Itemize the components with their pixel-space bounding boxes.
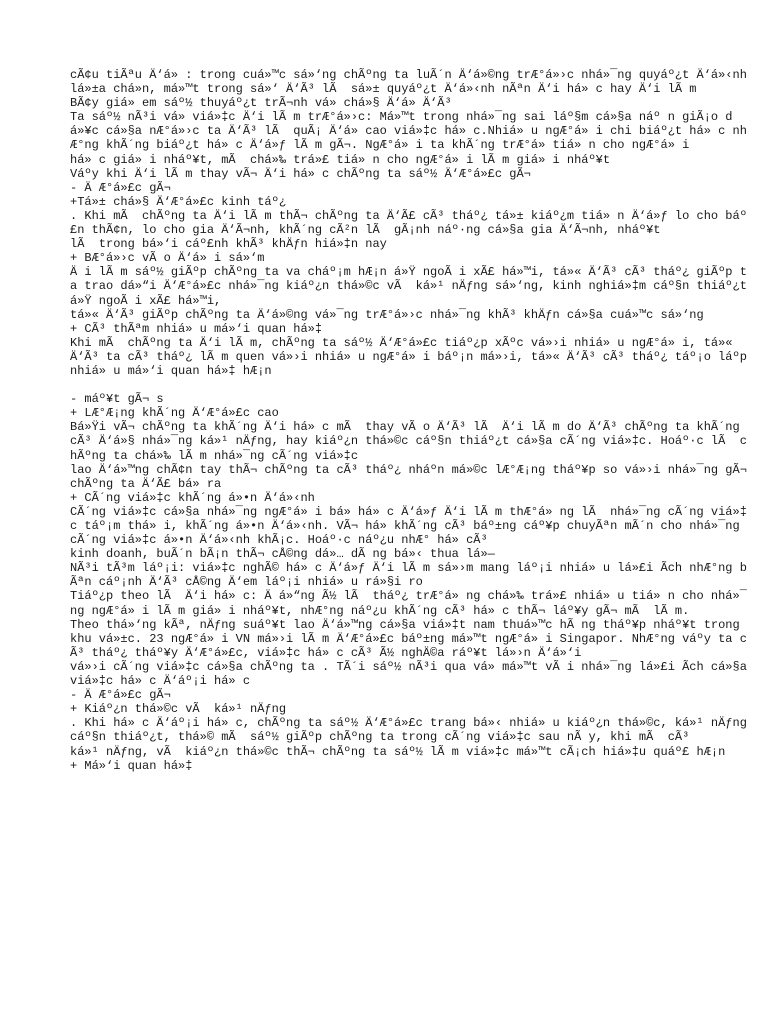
text-line: . Khi há» c Ä‘áº¡i há» c, chÃºng ta sáº½ Ä‘Æ°á»£c trang bá»‹ nhiá» u kiáº¿n thá»©c, ká»¹ nÄƒng cáº§n thiáº¿t, thá»© mÃ sáº½ giÃºp chÃºng ta trong cÃ´ng viá»‡c sau nÃ y, khi mÃ cÃ³ — [70, 716, 755, 745]
text-line: Bá»Ÿi vÃ¬ chÃºng ta khÃ´ng Ä‘i há» c mÃ thay vÃ o Ä‘Ã³ lÃ Ä‘i lÃ m do Ä‘Ã³ chÃºng ta khÃ´ng cÃ³ Ä‘á»§ nhá»¯ng ká»¹ nÄƒng, hay kiáº¿n thá»©c cáº§n thiáº¿t cá»§a cÃ´ng viá»‡c. Hoáº·c lÃ chÃºng ta chá»‰ lÃ m nhá»¯ng cÃ´ng viá»‡c — [70, 420, 747, 463]
text-line: há» c giá» i nháº¥t, mÃ chá»‰ trá»£ tiá» n cho ngÆ°á» i lÃ m giá» i nháº¥t — [70, 152, 611, 167]
text-line: + CÃ´ng viá»‡c khÃ´ng á»•n Ä‘á»‹nh — [70, 490, 315, 505]
text-line: + Má»‘i quan há»‡ — [70, 758, 193, 773]
blank-line — [70, 378, 748, 392]
text-line: Tiáº¿p theo lÃ Ä‘i há» c: Ä á»“ng Ã½ lÃ tháº¿ trÆ°á» ng chá»‰ trá»£ nhiá» u tiá» n cho nhá»¯ng ngÆ°á» i lÃ m giá» i nháº¥t, nhÆ°ng náº¿u khÃ´ng cÃ³ há» c thÃ¬ láº¥y gÃ¬ mÃ lÃ m. — [70, 589, 747, 618]
text-line: CÃ´ng viá»‡c cá»§a nhá»¯ng ngÆ°á» i bá» há» c Ä‘á»ƒ Ä‘i lÃ m thÆ°á» ng lÃ nhá»¯ng cÃ´ng viá»‡c táº¡m thá» i, khÃ´ng á»•n Ä‘á»‹nh. VÃ¬ há» khÃ´ng cÃ³ báº±ng cáº¥p chuyÃªn mÃ´n cho nhá»¯ng cÃ´ng viá»‡c á»•n Ä‘á»‹nh khÃ¡c. Hoáº·c náº¿u nhÆ° há» cÃ³ — [70, 504, 747, 548]
text-line: - Ä Æ°á»£c gÃ¬ — [70, 180, 171, 195]
text-line: Váºy khi Ä‘i lÃ m thay vÃ¬ Ä‘i há» c chÃºng ta sáº½ Ä‘Æ°á»£c gÃ¬ — [70, 166, 531, 181]
text-line: lao Ä‘á»™ng chÃ¢n tay thÃ¬ chÃºng ta cÃ³ tháº¿ nháºn má»©c lÆ°Æ¡ng tháº¥p so vá»›i nhá»¯ng gÃ¬ chÃºng ta Ä‘Ã£ bá» ra — [70, 462, 755, 491]
text-line: +Tá»± chá»§ Ä‘Æ°á»£c kinh táº¿ — [70, 194, 287, 209]
text-line: tá»« Ä‘Ã³ giÃºp chÃºng ta Ä‘á»©ng vá»¯ng trÆ°á»›c nhá»¯ng khÃ³ khÄƒn cá»§a cuá»™c sá»‘ng — [70, 307, 704, 322]
text-line: - máº¥t gÃ¬ s — [70, 392, 164, 407]
text-line: + BÆ°á»›c vÃ o Ä‘á» i sá»‘m — [70, 251, 265, 266]
text-line: NÃ³i tÃ³m láº¡i: viá»‡c nghÃ© há» c Ä‘á»ƒ Ä‘i lÃ m sá»›m mang láº¡i nhiá» u lá»£i Ãch nhÆ°ng bÃªn cáº¡nh Ä‘Ã³ cÅ©ng Ä‘em láº¡i nhiá» u rá»§i ro — [70, 561, 747, 590]
text-line: Ä i lÃ m sáº½ giÃºp chÃºng ta va cháº¡m hÆ¡n á»Ÿ ngoÃ i xÃ£ há»™i, tá»« Ä‘Ã³ cÃ³ tháº¿ giÃºp ta trao dá»“i Ä‘Æ°á»£c nhá»¯ng kiáº¿n thá»©c vÃ ká»¹ nÄƒng sá»‘ng, kinh nghiá»‡m cáº§n thiáº¿t á»Ÿ ngoÃ i xÃ£ há»™i, — [70, 265, 755, 308]
text-line: - Ä Æ°á»£c gÃ¬ — [70, 688, 171, 703]
text-line: lÃ trong bá»‘i cáº£nh khÃ³ khÄƒn hiá»‡n nay — [70, 237, 387, 252]
document-body — [70, 68, 755, 773]
text-line: ká»¹ nÄƒng, vÃ kiáº¿n thá»©c thÃ¬ chÃºng ta sáº½ lÃ m viá»‡c má»™t cÃ¡ch hiá»‡u quáº£ hÆ¡n — [70, 744, 726, 759]
text-line: . Khi mÃ chÃºng ta Ä‘i lÃ m thÃ¬ chÃºng ta Ä‘Ã£ cÃ³ tháº¿ tá»± kiáº¿m tiá» n Ä‘á»ƒ lo cho báº£n thÃ¢n, lo cho gia Ä‘Ã¬nh, khÃ´ng cÃ²n lÃ gÃ¡nh náº·ng cá»§a gia Ä‘Ã¬nh, nháº¥t — [70, 208, 747, 238]
text-line: + Kiáº¿n thá»©c vÃ ká»¹ nÄƒng — [70, 702, 287, 717]
text-line: cÃ¢u tiÃªu Ä‘á» : trong cuá»™c sá»‘ng chÃºng ta luÃ´n Ä‘á»©ng trÆ°á»›c nhá»¯ng quyáº¿t Ä‘á»‹nh lá»±a chá»n, má»™t trong sá»‘ Ä‘Ã³ lÃ sá»± quyáº¿t Ä‘á»‹nh nÃªn Ä‘i há» c hay Ä‘i lÃ m — [70, 68, 755, 97]
text-line: kinh doanh, buÃ´n bÃ¡n thÃ¬ cÅ©ng dá»… dÃ ng bá»‹ thua lá»— — [70, 547, 495, 562]
text-line: Theo thá»‘ng kÃª, nÄƒng suáº¥t lao Ä‘á»™ng cá»§a viá»‡t nam thuá»™c hÃ ng tháº¥p nháº¥t trong khu vá»±c. 23 ngÆ°á» i VN má»›i lÃ m Ä‘Æ°á»£c báº±ng má»™t ngÆ°á» i Singapor. NhÆ°ng váºy ta cÃ³ tháº¿ tháº¥y Ä‘Æ°á»£c, viá»‡c há» c cÃ³ Ã½ nghÄ©a ráº¥t lá»›n Ä‘á»‘i — [70, 617, 747, 660]
text-line: BÃ¢y giá» em sáº½ thuyáº¿t trÃ¬nh vá» chá»§ Ä‘á» Ä‘Ã³ — [70, 96, 452, 111]
text-line: vá»›i cÃ´ng viá»‡c cá»§a chÃºng ta . TÃ´i sáº½ nÃ³i qua vá» má»™t vÃ i nhá»¯ng lá»£i Ãch cá»§a viá»‡c há» c Ä‘áº¡i há» c — [70, 659, 755, 689]
text-line: Ta sáº½ nÃ³i vá» viá»‡c Ä‘i lÃ m trÆ°á»›c: Má»™t trong nhá»¯ng sai láº§m cá»§a náº n giÃ¡o dá»¥c cá»§a nÆ°á»›c ta Ä‘Ã³ lÃ quÃ¡ Ä‘á» cao viá»‡c há» c.Nhiá» u ngÆ°á» i chi biáº¿t há» c nhÆ°ng khÃ´ng biáº¿t há» c Ä‘á»ƒ lÃ m gÃ¬. NgÆ°á» i ta khÃ´ng trÆ°á» tiá» n cho ngÆ°á» i — [70, 110, 747, 153]
text-line: Khi mÃ chÃºng ta Ä‘i lÃ m, chÃºng ta sáº½ Ä‘Æ°á»£c tiáº¿p xÃºc vá»›i nhiá» u ngÆ°á» i, tá»« Ä‘Ã³ ta cÃ³ tháº¿ lÃ m quen vá»›i nhiá» u ngÆ°á» i báº¡n má»›i, tá»« Ä‘Ã³ cÃ³ tháº¿ táº¡o láºp nhiá» u má»‘i quan há»‡ hÆ¡n — [70, 335, 755, 378]
text-line: + CÃ³ thÃªm nhiá» u má»‘i quan há»‡ — [70, 321, 323, 336]
text-line: + LÆ°Æ¡ng khÃ´ng Ä‘Æ°á»£c cao — [70, 406, 279, 421]
